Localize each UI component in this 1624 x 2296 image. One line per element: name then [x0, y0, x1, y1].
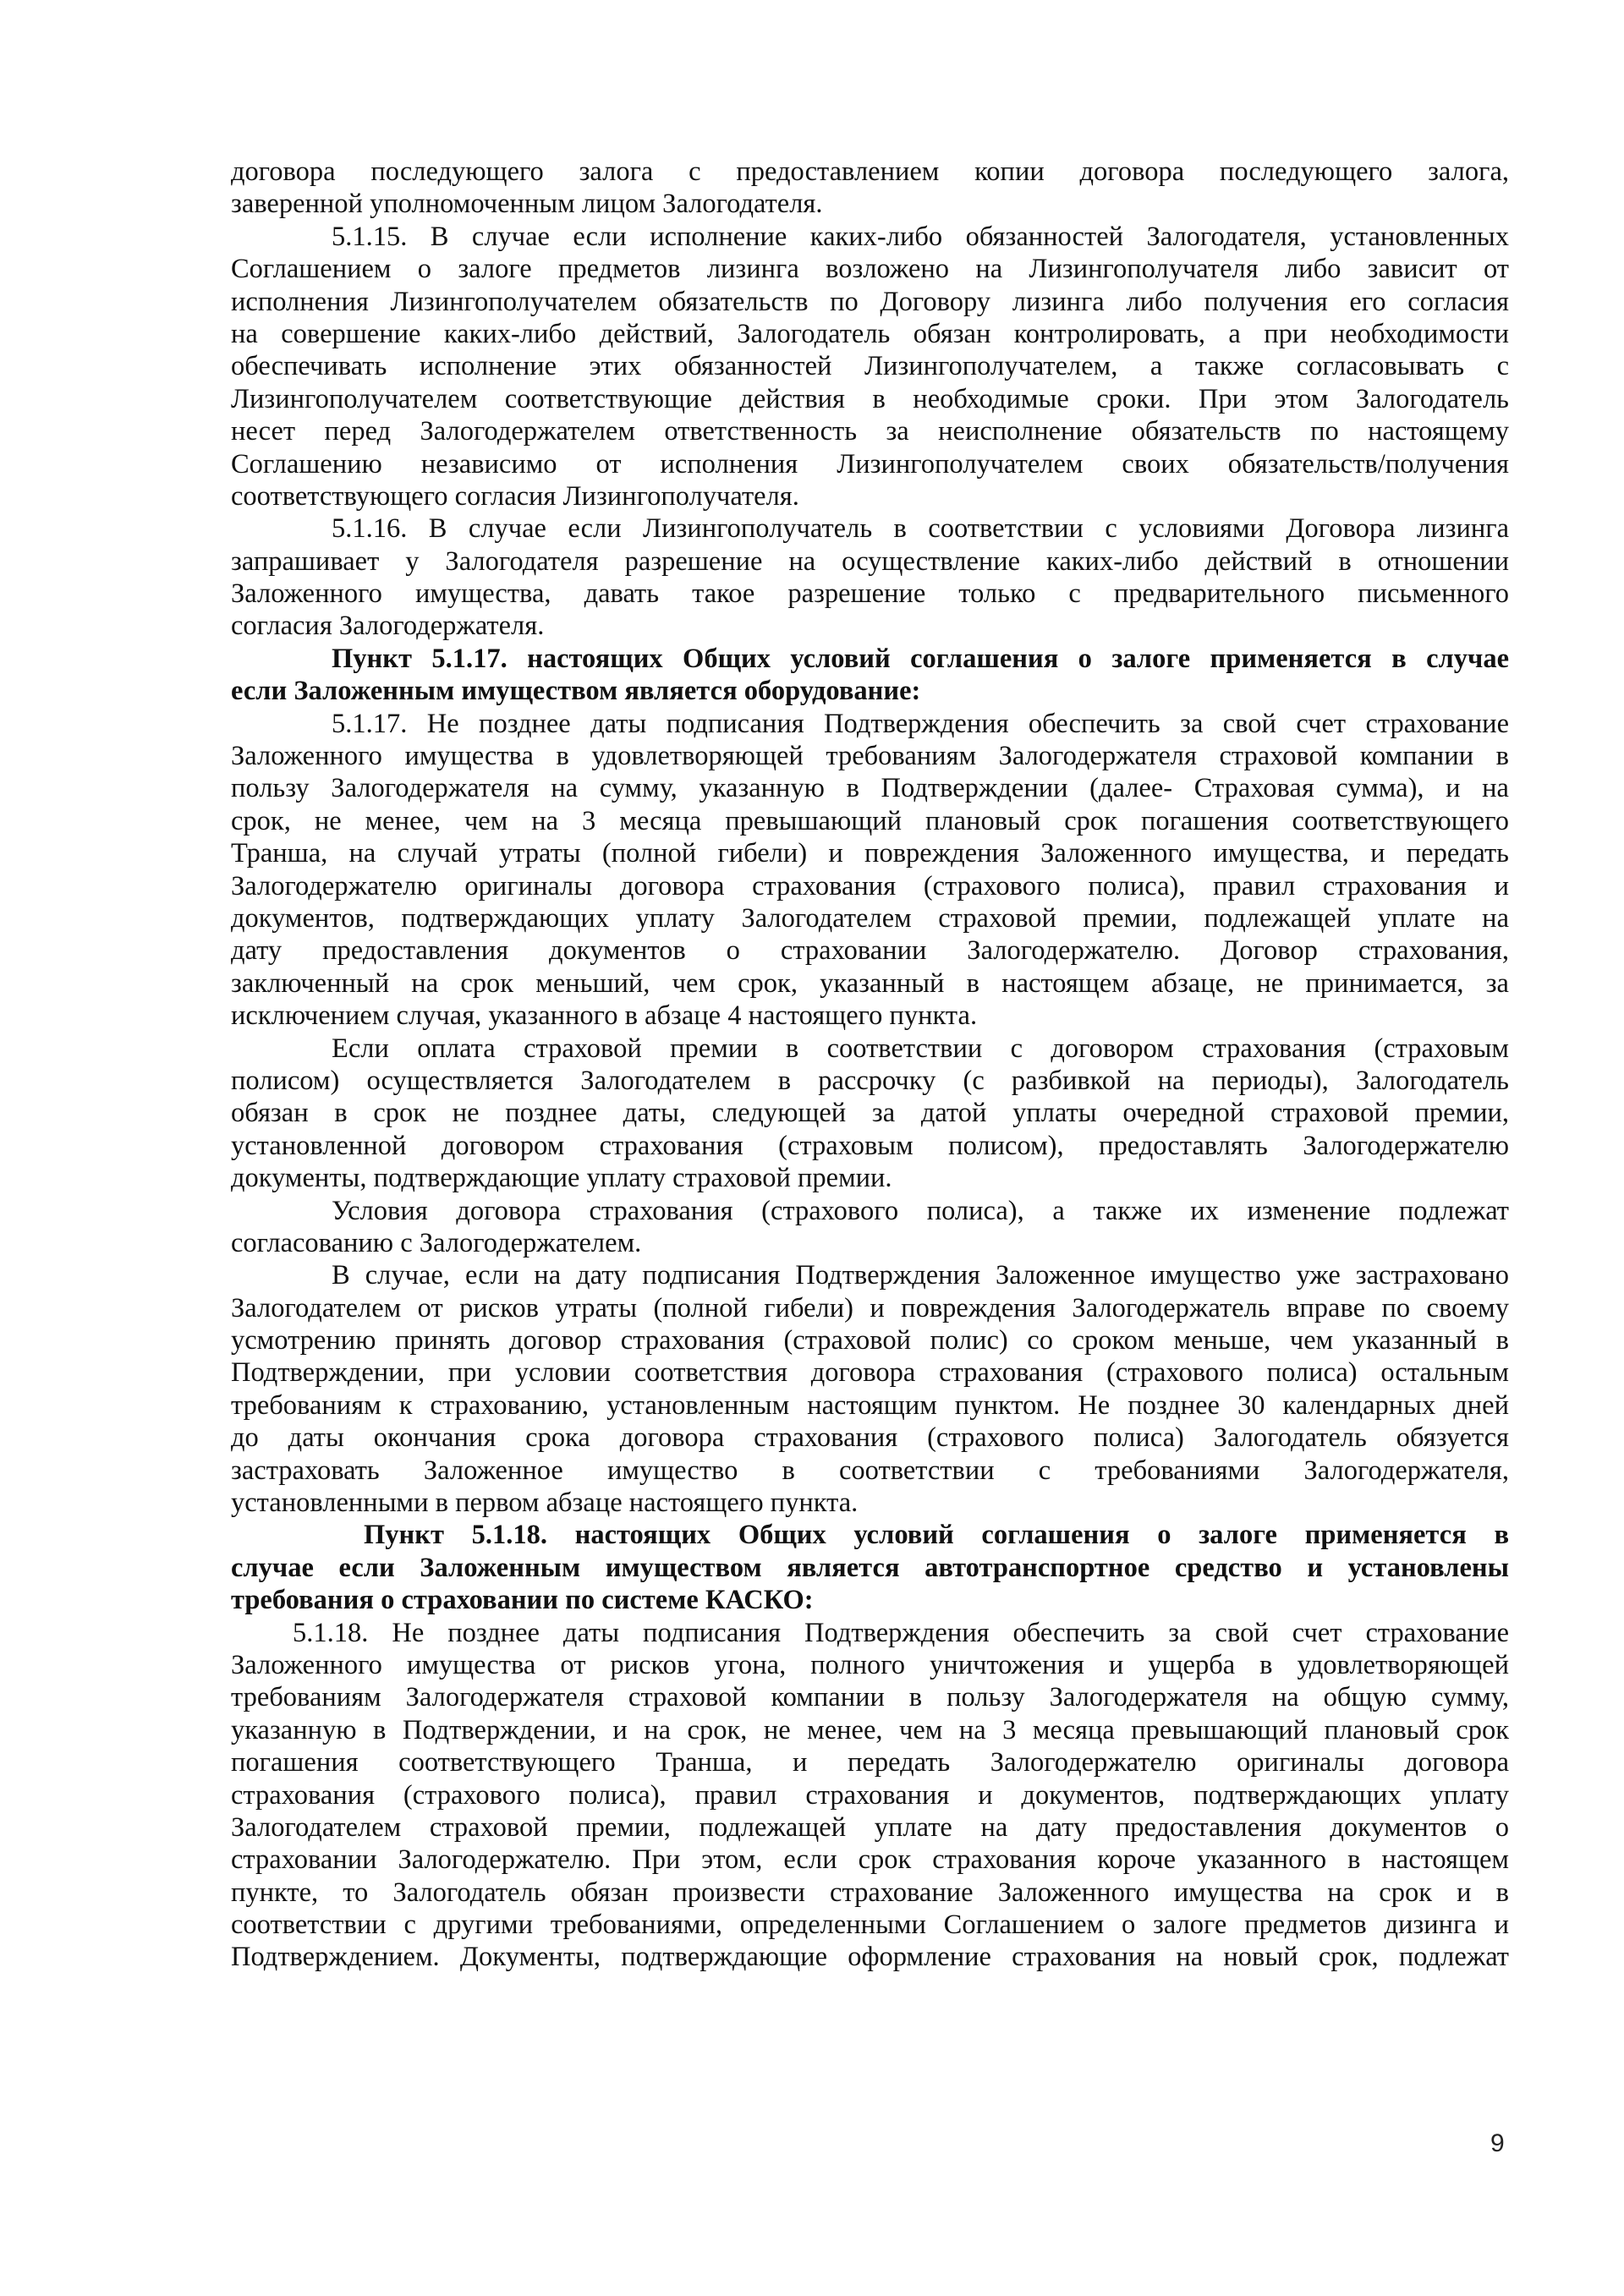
text-line: согласованию с Залогодержателем. — [231, 1227, 642, 1258]
heading-line: если Заложенным имуществом является оборудование: — [231, 676, 921, 707]
text-line: Транша, на случай утраты (полной гибели) и повреждения Заложенного имущества, и передать — [231, 838, 1509, 869]
text-line: документы, подтверждающие уплату страховой премии. — [231, 1163, 892, 1194]
text-line: Залогодержателю оригиналы договора страхования (страхового полиса), правил страхования и — [231, 870, 1509, 901]
text-line: застраховать Заложенное имущество в соответствии с требованиями Залогодержателя, — [231, 1455, 1509, 1486]
paragraph-5-1-17-conditions — [231, 1195, 1509, 1260]
text-line: заверенной уполномоченным лицом Залогодателя. — [231, 189, 823, 220]
text-line: В случае, если на дату подписания Подтверждения Заложенное имущество уже застраховано — [332, 1260, 1509, 1291]
text-line: 5.1.16. В случае если Лизингополучатель в соответствии с условиями Договора лизинга — [332, 513, 1509, 545]
text-line: исключением случая, указанного в абзаце 4 настоящего пункта. — [231, 1000, 978, 1032]
text-line: срок, не менее, чем на 3 месяца превышающий плановый срок погашения соответствующего — [231, 805, 1509, 836]
text-line: Заложенного имущества в удовлетворяющей требованиям Залогодержателя страховой компании в — [231, 741, 1509, 772]
text-line: 5.1.18. Не позднее даты подписания Подтверждения обеспечить за свой счет страхование — [293, 1617, 1509, 1648]
heading-line: случае если Заложенным имуществом является автотранспортное средство и установлены — [231, 1552, 1509, 1583]
text-line: Условия договора страхования (страхового полиса), а также их изменение подлежат — [332, 1195, 1509, 1226]
paragraph-5-1-16 — [231, 512, 1509, 643]
text-line: страховании Залогодержателю. При этом, если срок страхования короче указанного в настоящем — [231, 1844, 1509, 1876]
text-line: исполнения Лизингополучателем обязательств по Договору лизинга либо получения его согласия — [231, 286, 1509, 317]
text-line: Лизингополучателем соответствующие действия в необходимые сроки. При этом Залогодатель — [231, 383, 1509, 414]
text-line: документов, подтверждающих уплату Залогодателем страховой премии, подлежащей уплате на — [231, 902, 1509, 934]
text-line: согласия Залогодержателя. — [231, 611, 545, 642]
text-line: до даты окончания срока договора страхования (страхового полиса) Залогодатель обязуется — [231, 1422, 1509, 1454]
text-line: Залогодателем страховой премии, подлежащей уплате на дату предоставления документов о — [231, 1811, 1509, 1843]
text-line: 5.1.15. В случае если исполнение каких-либо обязанностей Залогодателя, установленных — [332, 221, 1509, 252]
text-line: 5.1.17. Не позднее даты подписания Подтверждения обеспечить за свой счет страхование — [332, 708, 1509, 739]
paragraph-5-1-17-already-insured — [231, 1259, 1509, 1519]
text-line: страхования (страхового полиса), правил страхования и документов, подтверждающих уплату — [231, 1779, 1509, 1811]
text-line: обязан в срок не позднее даты, следующей за датой уплаты очередной страховой премии, — [231, 1098, 1509, 1129]
text-line: пункте, то Залогодатель обязан произвести страхование Заложенного имущества на срок и в — [231, 1877, 1509, 1908]
text-line: на совершение каких-либо действий, Залогодатель обязан контролировать, а при необходимости — [231, 318, 1509, 349]
heading-line: Пункт 5.1.18. настоящих Общих условий соглашения о залоге применяется в — [364, 1520, 1509, 1551]
text-line: обеспечивать исполнение этих обязанностей Лизингополучателем, а также согласовывать с — [231, 351, 1509, 382]
section-heading-5-1-18 — [231, 1519, 1509, 1616]
text-line: Соглашением о залоге предметов лизинга возложено на Лизингополучателя либо зависит от — [231, 254, 1509, 285]
text-line: требованиям к страхованию, установленным настоящим пунктом. Не позднее 30 календарных дней — [231, 1389, 1509, 1421]
text-line: усмотрению принять договор страхования (страховой полис) со сроком меньше, чем указанный в — [231, 1325, 1509, 1356]
text-line: заключенный на срок меньший, чем срок, указанный в настоящем абзаце, не принимается, за — [231, 967, 1509, 999]
text-line: установленными в первом абзаце настоящего пункта. — [231, 1488, 859, 1519]
document-body — [231, 156, 1509, 1974]
text-line: указанную в Подтверждении, и на срок, не менее, чем на 3 месяца превышающий плановый срок — [231, 1714, 1509, 1745]
text-line: соответствующего согласия Лизингополучателя. — [231, 480, 799, 512]
text-line: несет перед Залогодержателем ответственность за неисполнение обязательств по настоящему — [231, 416, 1509, 447]
text-line: Залогодателем от рисков утраты (полной гибели) и повреждения Залогодержатель вправе по своему — [231, 1292, 1509, 1323]
paragraph-5-1-17-installments — [231, 1033, 1509, 1195]
text-line: дату предоставления документов о страховании Залогодержателю. Договор страхования, — [231, 935, 1509, 967]
heading-line: Пункт 5.1.17. настоящих Общих условий соглашения о залоге применяется в случае — [332, 643, 1509, 674]
text-line: договора последующего залога с предоставлением копии договора последующего залога, — [231, 156, 1509, 187]
text-line: Заложенного имущества от рисков угона, полного уничтожения и ущерба в удовлетворяющей — [231, 1649, 1509, 1680]
paragraph-5-1-18 — [231, 1617, 1509, 1974]
text-line: установленной договором страхования (страховым полисом), предоставлять Залогодержателю — [231, 1130, 1509, 1161]
text-line: Подтверждением. Документы, подтверждающие оформление страхования на новый срок, подлежат — [231, 1942, 1509, 1973]
paragraph-5-1-14-tail — [231, 156, 1509, 221]
text-line: погашения соответствующего Транша, и передать Залогодержателю оригиналы договора — [231, 1747, 1509, 1778]
text-line: запрашивает у Залогодателя разрешение на осуществление каких-либо действий в отношении — [231, 545, 1509, 577]
text-line: Если оплата страховой премии в соответствии с договором страхования (страховым — [332, 1033, 1509, 1064]
heading-line: требования о страховании по системе КАСКО: — [231, 1585, 814, 1616]
text-line: Подтверждении, при условии соответствия договора страхования (страхового полиса) остальным — [231, 1357, 1509, 1389]
text-line: пользу Залогодержателя на сумму, указанную в Подтверждении (далее- Страховая сумма), и на — [231, 773, 1509, 804]
text-line: требованиям Залогодержателя страховой компании в пользу Залогодержателя на общую сумму, — [231, 1682, 1509, 1713]
text-line: полисом) осуществляется Залогодателем в рассрочку (с разбивкой на периоды), Залогодатель — [231, 1065, 1509, 1096]
text-line: Соглашению независимо от исполнения Лизингополучателем своих обязательств/получения — [231, 448, 1509, 479]
paragraph-5-1-17 — [231, 708, 1509, 1033]
paragraph-5-1-15 — [231, 221, 1509, 513]
page-number: 9 — [1490, 2129, 1505, 2157]
text-line: Заложенного имущества, давать такое разрешение только с предварительного письменного — [231, 578, 1509, 610]
section-heading-5-1-17 — [231, 643, 1509, 708]
text-line: соответствии с другими требованиями, определенными Соглашением о залоге предметов дизинга и — [231, 1910, 1509, 1941]
